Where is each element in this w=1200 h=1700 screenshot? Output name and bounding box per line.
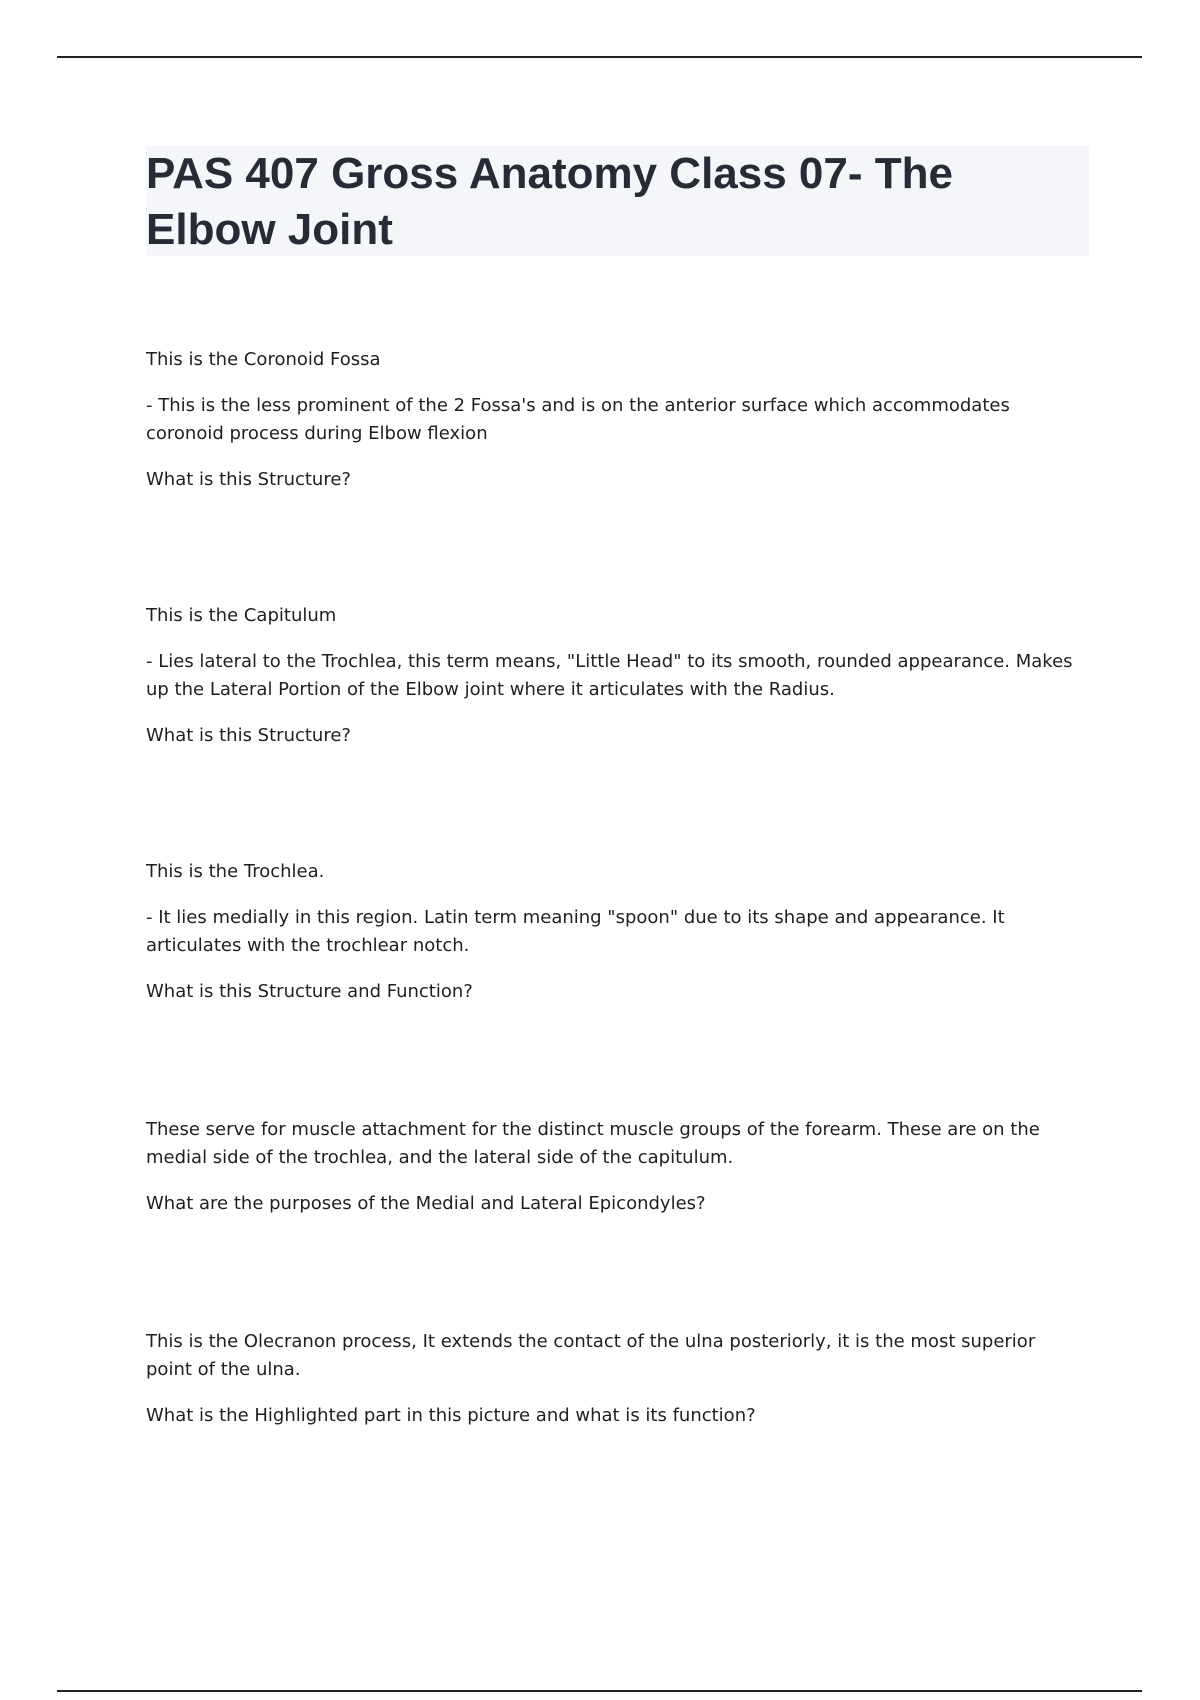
flashcard — [146, 602, 1086, 750]
question-text: What is this Structure and Function? — [146, 981, 473, 1002]
question-text: What is the Highlighted part in this picture and what is its function? — [146, 1405, 756, 1426]
question-text: What are the purposes of the Medial and Lateral Epicondyles? — [146, 1193, 706, 1214]
detail-text: - This is the less prominent of the 2 Fossa's and is on the anterior surface which accommodates coronoid process during Elbow flexion — [146, 395, 1010, 444]
bottom-rule — [57, 1690, 1142, 1692]
answer-text: These serve for muscle attachment for the distinct muscle groups of the forearm. These are on the medial side of the trochlea, and the lateral side of the capitulum. — [146, 1119, 1040, 1168]
detail-text: - Lies lateral to the Trochlea, this term means, "Little Head" to its smooth, rounded appearance. Makes up the Lateral Portion of the Elbow joint where it articulates with the Radius. — [146, 651, 1073, 700]
answer-text: This is the Coronoid Fossa — [146, 349, 381, 370]
flashcard — [146, 346, 1086, 494]
flashcard — [146, 858, 1086, 1006]
answer-text: This is the Trochlea. — [146, 861, 325, 882]
document-title: PAS 407 Gross Anatomy Class 07- The Elbow Joint — [146, 149, 953, 254]
top-rule — [57, 56, 1142, 58]
answer-text: This is the Capitulum — [146, 605, 337, 626]
question-text: What is this Structure? — [146, 469, 351, 490]
detail-text: - It lies medially in this region. Latin term meaning "spoon" due to its shape and appearance. It articulates with the trochlear notch. — [146, 907, 1005, 956]
answer-text: This is the Olecranon process, It extends the contact of the ulna posteriorly, it is the most superior point of the ulna. — [146, 1331, 1036, 1380]
question-text: What is this Structure? — [146, 725, 351, 746]
flashcard — [146, 1328, 1086, 1430]
flashcard — [146, 1116, 1086, 1218]
